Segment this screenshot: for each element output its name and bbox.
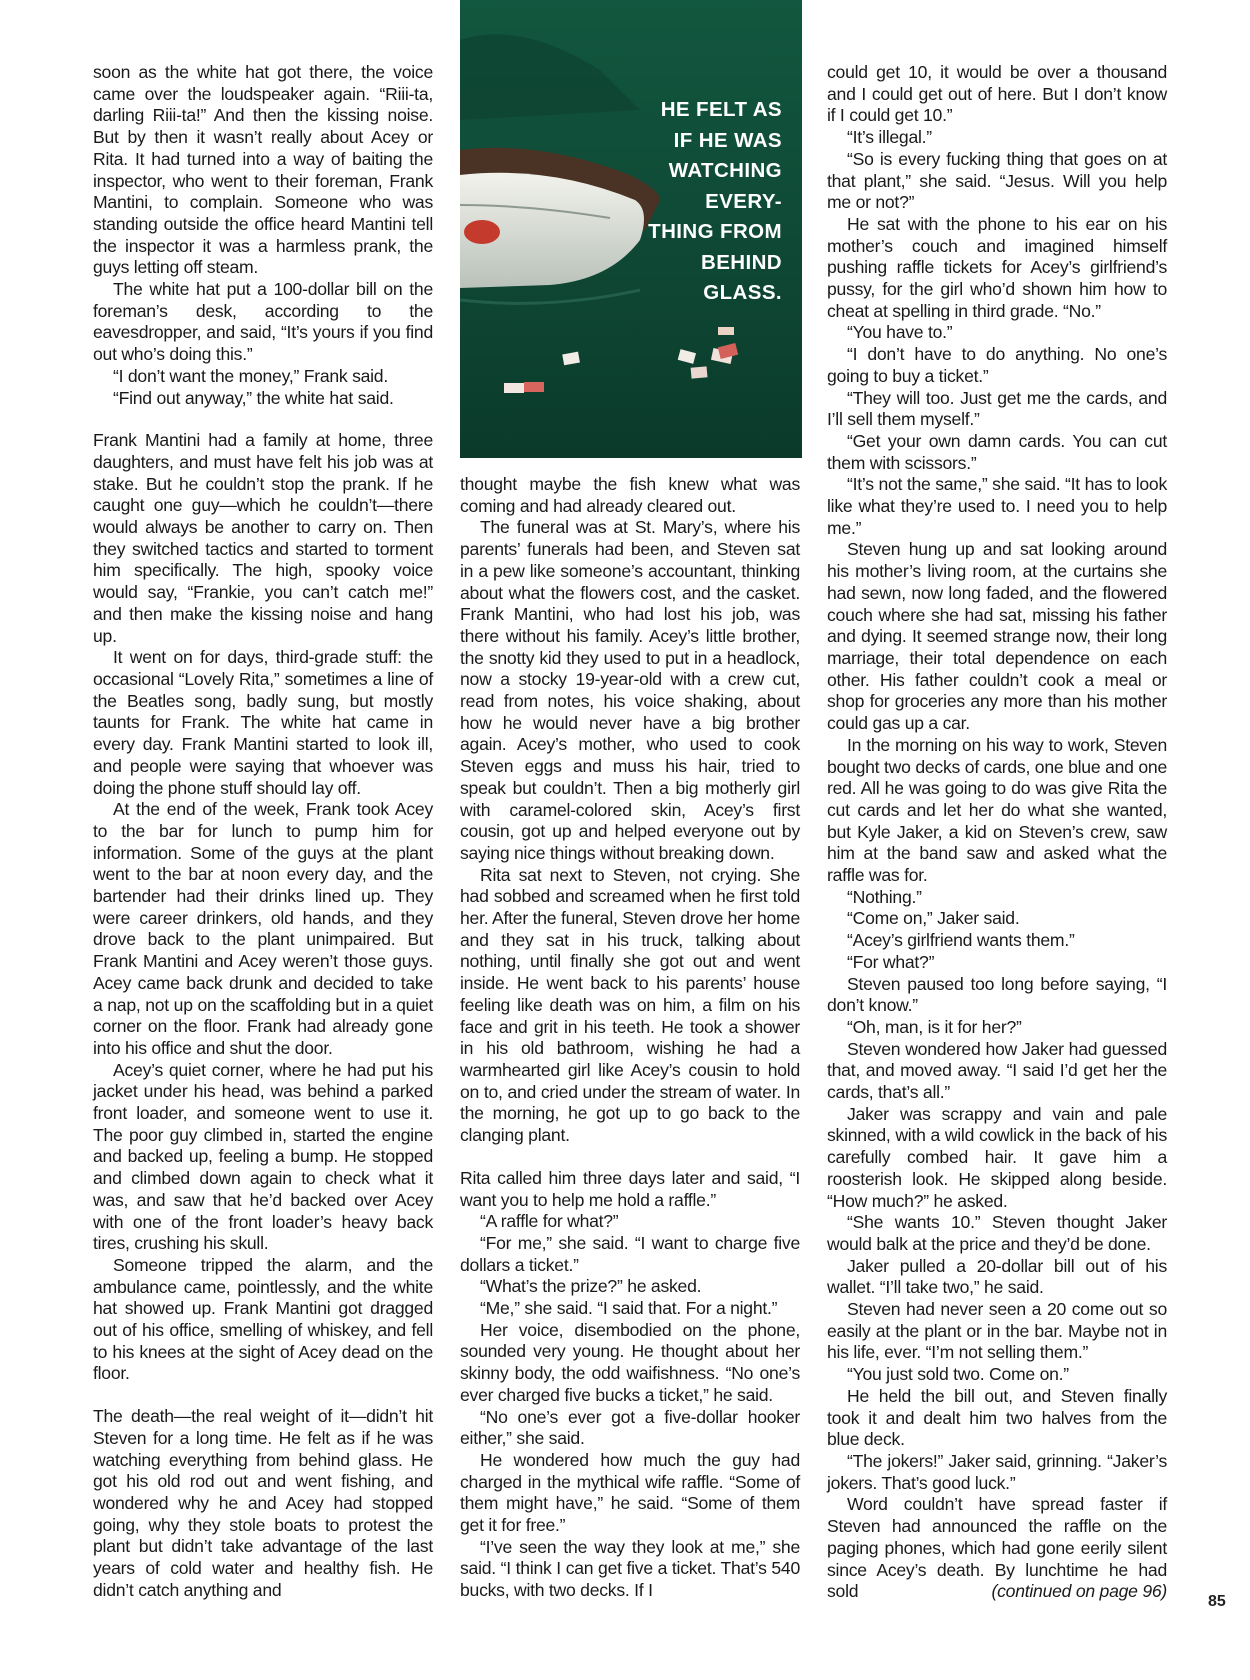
article-column-2	[460, 474, 800, 1602]
paragraph: “For what?”	[847, 951, 935, 972]
paragraph: Someone tripped the alarm, and the ambulance came, pointlessly, and the white hat showed up. Frank Mantini got dragged out of his office, smelling of whiskey, and fell to his knees at the sight of Acey dead on the floor.	[93, 1254, 433, 1384]
paragraph: Steven had never seen a 20 come out so easily at the plant or in the bar. Maybe not in his life, ever. “I’m not selling them.”	[827, 1299, 1167, 1363]
section-paragraph: The death—the real weight of it—didn’t hit Steven for a long time. He felt as if he was watching everything from behind glass. He got his old rod out and went fishing, and wondered why he and Acey had stopped going, why they stole boats to protest the plant but didn’t take advantage of the last years of cold water and healthy fish. He didn’t catch anything and	[93, 1406, 433, 1600]
pull-quote: HE FELT AS IF HE WAS WATCHING EVERY- THING FROM BEHIND GLASS.	[648, 98, 782, 304]
paragraph: At the end of the week, Frank took Acey to the bar for lunch to pump him for information. Some of the guys at the plant went to the bar at noon every day, and the bartender had their drinks lined up. They were career drinkers, old hands, and they drove back to the plant unimpaired. But Frank Mantini and Acey weren’t those guys. Acey came back drunk and decided to take a nap, not up on the scaffolding but in a quiet corner on the floor. Frank had already gone into his office and shut the door.	[93, 799, 433, 1058]
paragraph: “Oh, man, is it for her?”	[847, 1016, 1022, 1037]
paragraph: Acey’s quiet corner, where he had put his jacket under his head, was behind a parked front loader, and someone went to use it. The poor guy climbed in, started the engine and backed up, feeling a bump. He stopped and climbed down again to check what it was, and saw that he’d backed over Acey with one of the front loader’s heavy back tires, crushing his skull.	[93, 1059, 433, 1254]
article-column-3	[827, 62, 1167, 1603]
continued-jump-line: (continued on page 96)	[991, 1581, 1167, 1602]
paragraph: “Come on,” Jaker said.	[847, 908, 1020, 929]
paragraph: “I don’t have to do anything. No one’s going to buy a ticket.”	[827, 344, 1167, 386]
article-column-1	[93, 62, 433, 1602]
paragraph: “Acey’s girlfriend wants them.”	[847, 930, 1075, 951]
paragraph-text: Word couldn’t have spread faster if Steven had announced the raffle on the paging phones, which had gone eerily silent since Acey’s death. By lunchtime he had sold	[827, 1494, 1167, 1602]
section-paragraph: Rita called him three days later and said, “I want you to help me hold a raffle.”	[460, 1167, 800, 1210]
paragraph: “Me,” she said. “I said that. For a night.”	[480, 1298, 778, 1319]
paragraph: The white hat put a 100-dollar bill on the foreman’s desk, according to the eavesdropper, and said, “It’s yours if you find out who’s doing this.”	[93, 279, 433, 365]
paragraph: “So is every fucking thing that goes on at that plant,” she said. “Jesus. Will you help me or not?”	[827, 148, 1167, 213]
paragraph: It went on for days, third-grade stuff: the occasional “Lovely Rita,” sometimes a line of the Beatles song, badly sung, but mostly taunts for Frank. The white hat came in every day. Frank Mantini started to look ill, and people were saying that whoever was doing the phone stuff should lay off.	[93, 647, 433, 798]
illustration-boat-on-water	[460, 0, 802, 458]
paragraph: Steven paused too long before saying, “I don’t know.”	[827, 973, 1167, 1016]
paragraph: thought maybe the fish knew what was coming and had already cleared out.	[460, 474, 800, 516]
paragraph: In the morning on his way to work, Steven bought two decks of cards, one blue and one red. All he was going to do was give Rita the cut cards and let her do what she wanted, but Kyle Jaker, a kid on Steven’s crew, saw him at the band saw and asked what the raffle was for.	[827, 734, 1167, 886]
page-number: 85	[1208, 1593, 1226, 1610]
final-paragraph	[827, 1494, 1167, 1603]
section-paragraph: Frank Mantini had a family at home, three daughters, and must have felt his job was at stake. But he couldn’t stop the prank. If he caught one guy—which he couldn’t—there would always be another to carry on. Then they switched tactics and started to torment him specifically. The high, spooky voice would say, “Frankie, you can’t catch me!” and then make the kissing noise and hang up.	[93, 430, 433, 646]
paragraph: He held the bill out, and Steven finally took it and dealt him two halves from the blue deck.	[827, 1385, 1167, 1450]
paragraph: Jaker was scrappy and vain and pale skinned, with a wild cowlick in the back of his carefully combed hair. It gave him a roosterish look. He skipped along beside. “How much?” he asked.	[827, 1103, 1167, 1211]
paragraph: “The jokers!” Jaker said, grinning. “Jaker’s jokers. That’s good luck.”	[827, 1451, 1167, 1493]
paragraph: He wondered how much the guy had charged in the mythical wife raffle. “Some of them might have,” he said. “Some of them get it for free.”	[460, 1449, 800, 1536]
paragraph: soon as the white hat got there, the voice came over the loudspeaker again. “Riii-ta, darling Riii-ta!” And then the kissing noise. But by then it wasn’t really about Acey or Rita. It had turned into a way of baiting the inspector, who went to their foreman, Frank Mantini, to complain. Someone who was standing outside the office heard Mantini tell the inspector it was a harmless prank, the guys letting off steam.	[93, 62, 433, 278]
paragraph: Steven wondered how Jaker had guessed that, and moved away. “I said I’d get her the cards, that’s all.”	[827, 1038, 1167, 1103]
paragraph: “I don’t want the money,” Frank said.	[113, 365, 388, 386]
paragraph: Jaker pulled a 20-dollar bill out of his wallet. “I’ll take two,” he said.	[827, 1255, 1167, 1298]
paragraph: “A raffle for what?”	[480, 1211, 619, 1232]
paragraph: “You just sold two. Come on.”	[847, 1364, 1069, 1385]
paragraph: Her voice, disembodied on the phone, sounded very young. He thought about her skinny body, the odd waifishness. “No one’s ever charged five bucks a ticket,” he said.	[460, 1319, 800, 1405]
paragraph: “It’s not the same,” she said. “It has to look like what they’re used to. I need you to help me.”	[827, 474, 1167, 538]
paragraph: “They will too. Just get me the cards, and I’ll sell them myself.”	[827, 387, 1167, 430]
paragraph: He sat with the phone to his ear on his mother’s couch and imagined himself pushing raffle tickets for Acey’s girlfriend’s pussy, for the girl who’d shown him how to cheat at spelling in third grade. “No.”	[827, 213, 1167, 321]
paragraph: “No one’s ever got a five-dollar hooker either,” she said.	[460, 1406, 800, 1449]
paragraph: The funeral was at St. Mary’s, where his parents’ funerals had been, and Steven sat in a pew like someone’s accountant, thinking about what the flowers cost, and the casket. Frank Mantini, who had lost his job, was there without his family. Acey’s little brother, the snotty kid they used to put in a headlock, now a stocky 19-year-old with a crew cut, read from notes, his voice shaking, about how he would never have a big brother again. Acey’s mother, who used to cook Steven eggs and muss his hair, tried to speak but couldn’t. Then a big motherly girl with caramel-colored skin, Acey’s first cousin, got up and helped everyone out by saying nice things without breaking down.	[460, 517, 800, 863]
paragraph: “It’s illegal.”	[847, 127, 932, 148]
paragraph: “Nothing.”	[847, 886, 922, 907]
paragraph: “Find out anyway,” the white hat said.	[113, 387, 394, 408]
paragraph: “I’ve seen the way they look at me,” she said. “I think I can get five a ticket. That’s 540 bucks, with two decks. If I	[460, 1536, 800, 1601]
paragraph: “What’s the prize?” he asked.	[480, 1276, 702, 1297]
paragraph: Steven hung up and sat looking around his mother’s living room, at the curtains she had sewn, now long faded, and the flowered couch where she had sat, missing his father and dying. It seemed strange now, their long marriage, their total dependence on each other. His father couldn’t cook a meal or shop for groceries any more than his mother could gas up a car.	[827, 539, 1167, 734]
paragraph: could get 10, it would be over a thousand and I could get out of here. But I don’t know if I could get 10.”	[827, 62, 1167, 126]
paragraph: “For me,” she said. “I want to charge five dollars a ticket.”	[460, 1232, 800, 1275]
paragraph: “Get your own damn cards. You can cut them with scissors.”	[827, 430, 1167, 473]
paragraph: Rita sat next to Steven, not crying. She had sobbed and screamed when he first told her. After the funeral, Steven drove her home and they sat in his truck, talking about nothing, until finally she got out and went inside. He went back to his parents’ house feeling like death was on him, a film on his face and grit in his teeth. He took a shower in his old bathroom, wishing he had a warmhearted girl like Acey’s cousin to hold on to, and cried under the stream of water. In the morning, he got up to go back to the clanging plant.	[460, 864, 800, 1146]
paragraph: “You have to.”	[847, 322, 953, 343]
paragraph: “She wants 10.” Steven thought Jaker would balk at the price and they’d be done.	[827, 1212, 1167, 1254]
